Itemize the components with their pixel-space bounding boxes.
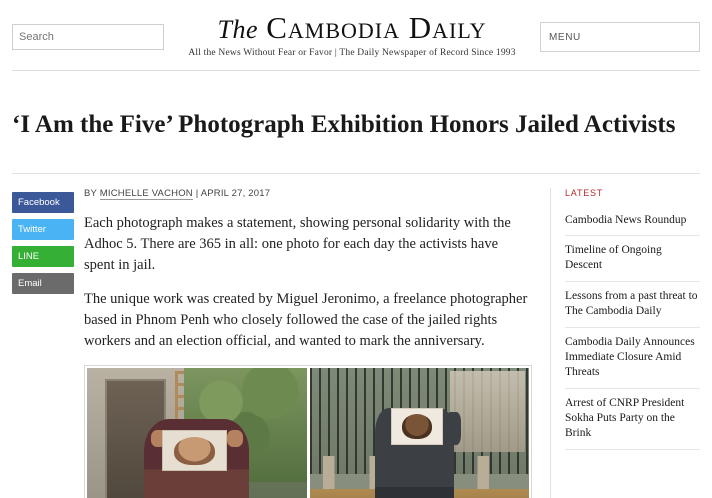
logo-name: Cambodia Daily [266,9,487,45]
logo-tagline: All the News Without Fear or Favor | The Daily Newspaper of Record Since 1993 [188,48,516,59]
logo-title [164,9,540,45]
share-line-label: LINE [18,250,40,262]
byline [84,188,532,199]
share-twitter-button[interactable] [12,219,74,240]
portrait-face [402,414,432,439]
menu-button[interactable] [540,22,700,52]
byline-date: APRIL 27, 2017 [200,187,271,199]
photo-held-portrait [162,430,228,470]
site-logo[interactable] [164,9,540,59]
search-input[interactable] [12,24,164,50]
share-twitter-label: Twitter [18,223,46,235]
byline-prefix: BY [84,187,97,199]
photo-hand-right [227,430,242,447]
article-photo-left [87,368,307,498]
article-photo-pair [84,365,532,498]
article-photo-right [310,368,530,498]
content-area [0,188,712,498]
list-item[interactable]: Timeline of Ongoing Descent [565,236,700,282]
byline-separator: | [195,187,199,199]
latest-heading: LATEST [565,187,604,198]
page-title: ‘I Am the Five’ Photograph Exhibition Honors Jailed Activists [12,110,676,138]
share-line-button[interactable] [12,246,74,267]
list-item[interactable]: Arrest of CNRP President Sokha Puts Party on the Brink [565,389,700,450]
photo-arm-right [446,412,461,445]
share-facebook-label: Facebook [18,196,60,208]
header-divider [12,70,700,71]
logo-the: The [217,14,258,44]
latest-sidebar [550,188,700,498]
list-item[interactable]: Cambodia Daily Announces Immediate Closure Amid Threats [565,328,700,389]
menu-label: MENU [549,31,581,43]
share-facebook-button[interactable] [12,192,74,213]
photo-held-portrait [391,408,444,445]
article-body [84,188,550,498]
list-item[interactable]: Cambodia News Roundup [565,206,700,237]
share-column [12,188,84,498]
photo-building [450,371,525,452]
share-email-label: Email [18,277,42,289]
list-item[interactable]: Lessons from a past threat to The Cambodia Daily [565,282,700,328]
byline-author[interactable]: MICHELLE VACHON [99,187,193,199]
share-email-button[interactable] [12,273,74,294]
portrait-face [174,437,215,465]
article-paragraph: Each photograph makes a statement, showing personal solidarity with the Adhoc 5. There are 365 in all: one photo for each day the activists have spent in jail. [84,214,511,273]
site-header [0,0,712,70]
article-paragraph: The unique work was created by Miguel Jeronimo, a freelance photographer based in Phnom Penh who closely followed the case of the jailed rights workers and an election official, and wanted to mark the anniversary. [84,290,528,349]
headline-divider [12,173,700,174]
